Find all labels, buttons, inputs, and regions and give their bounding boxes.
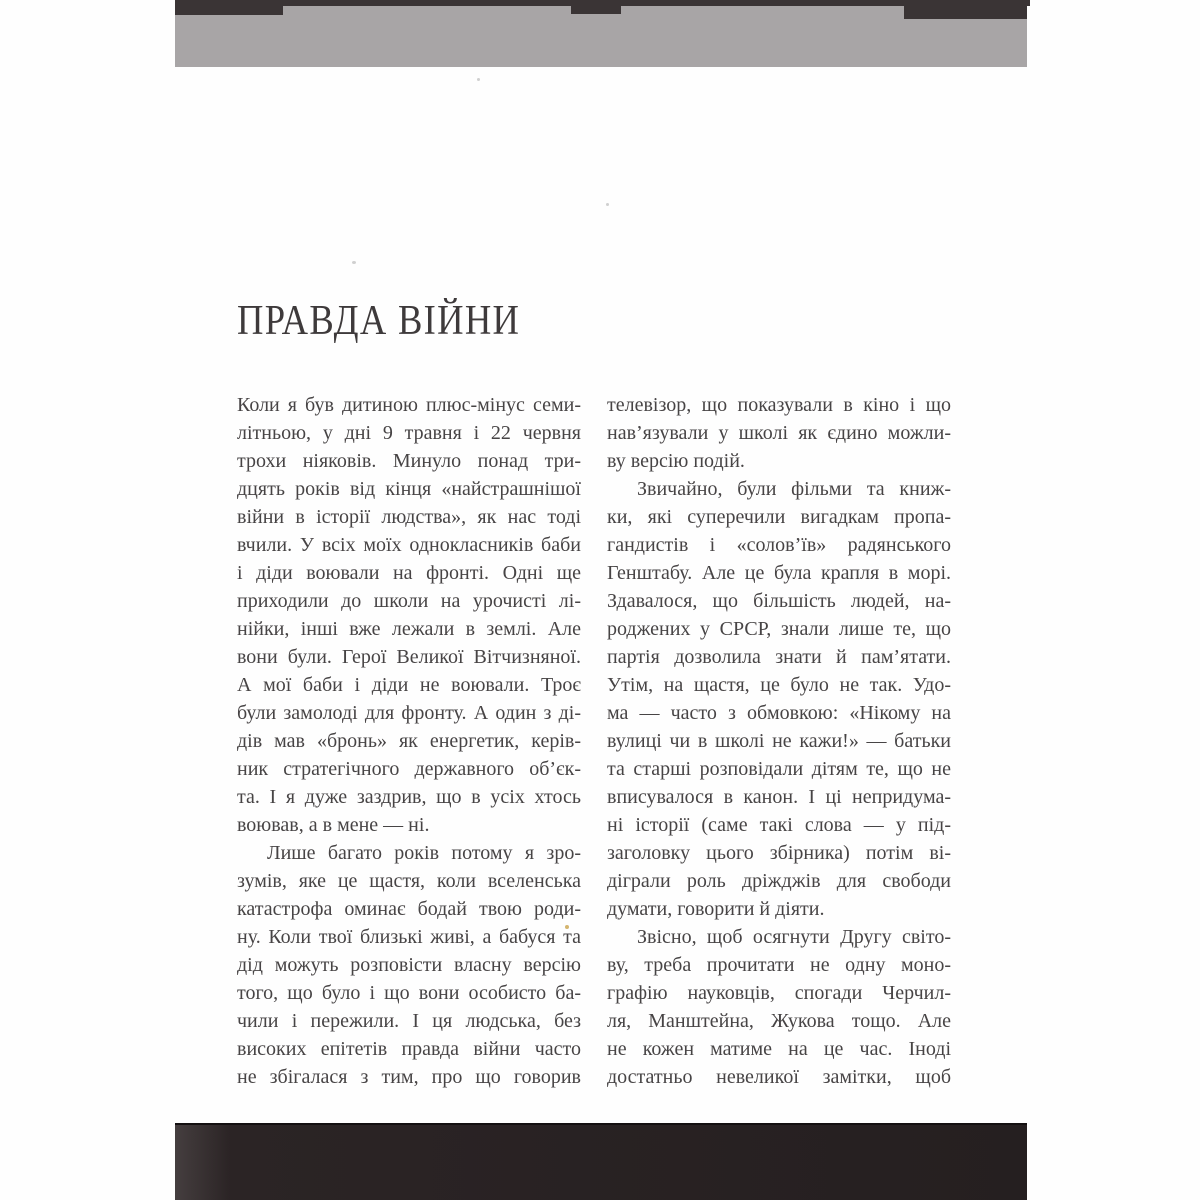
body-text bbox=[237, 391, 951, 1091]
text-line: приходили до школи на урочисті лі- bbox=[237, 590, 581, 612]
text-line: високих епітетів правда війни часто bbox=[237, 1038, 581, 1060]
text-line: Лише багато років потому я зро- bbox=[267, 842, 581, 864]
page-title: ПРАВДА ВІЙНИ bbox=[237, 298, 521, 344]
text-line: того, що було і що вони особисто ба- bbox=[237, 982, 581, 1004]
text-line: літньою, у дні 9 травня і 22 червня bbox=[237, 422, 581, 444]
scan-speck bbox=[352, 261, 356, 264]
text-line: дцять років від кінця «найстрашнішої bbox=[237, 478, 581, 500]
text-line: нав’язували у школі як єдино можли- bbox=[607, 422, 951, 444]
top-dark-tab-middle bbox=[571, 0, 621, 14]
bottom-dark-bar bbox=[175, 1123, 1027, 1200]
text-line: ма — часто з обмовкою: «Нікому на bbox=[607, 702, 951, 724]
text-line: Генштабу. Але це була крапля в морі. bbox=[607, 562, 951, 584]
text-line: вчили. У всіх моїх однокласників баби bbox=[237, 534, 581, 556]
text-line: чили і пережили. І ця людська, без bbox=[237, 1010, 581, 1032]
text-line: війни в історії людства», як нас тоді bbox=[237, 506, 581, 528]
paragraph bbox=[607, 475, 951, 923]
text-column-right bbox=[607, 391, 951, 1091]
text-line: заголовку цього збірника) потім ві- bbox=[607, 842, 951, 864]
text-line: не кожен матиме на це час. Іноді bbox=[607, 1038, 951, 1060]
top-dark-tab-right bbox=[904, 0, 1027, 19]
text-line: нійки, інші вже лежали в землі. Але bbox=[237, 618, 581, 640]
text-line: Здавалося, що більшість людей, на- bbox=[607, 590, 951, 612]
text-line: діграли роль дріжджів для свободи bbox=[607, 870, 951, 892]
text-line: не збігалася з тим, про що говорив bbox=[237, 1066, 581, 1088]
text-line: ну. Коли твої близькі живі, а бабуся та bbox=[237, 926, 581, 948]
text-line: партія дозволила знати й пам’ятати. bbox=[607, 646, 951, 668]
text-line: Звісно, щоб осягнути Другу світо- bbox=[637, 926, 951, 948]
text-line: ву, треба прочитати не одну моно- bbox=[607, 954, 951, 976]
text-line: гандистів і «солов’їв» радянського bbox=[607, 534, 951, 556]
paragraph bbox=[237, 839, 581, 1091]
scan-speck bbox=[477, 78, 480, 81]
text-line: та старші розповідали дітям те, що не bbox=[607, 758, 951, 780]
text-line: та. І я дуже заздрив, що в усіх хтось bbox=[237, 786, 581, 808]
text-line: графію науковців, спогади Черчил- bbox=[607, 982, 951, 1004]
text-line: були замолоді для фронту. А один з ді- bbox=[237, 702, 581, 724]
paragraph bbox=[237, 391, 581, 839]
text-line: вулиці чи в школі не кажи!» — батьки bbox=[607, 730, 951, 752]
text-line: телевізор, що показували в кіно і що bbox=[607, 394, 951, 416]
text-line: воював, а в мене — ні. bbox=[237, 814, 430, 836]
text-column-left bbox=[237, 391, 581, 1091]
paragraph bbox=[607, 923, 951, 1091]
text-line: зумів, яке це щастя, коли вселенська bbox=[237, 870, 581, 892]
text-line: ні історії (саме такі слова — у під- bbox=[607, 814, 951, 836]
text-line: трохи ніяковів. Минуло понад три- bbox=[237, 450, 581, 472]
paragraph bbox=[607, 391, 951, 475]
text-line: достатньо невеликої замітки, щоб bbox=[607, 1066, 951, 1088]
scan-speck bbox=[606, 203, 609, 206]
text-line: Звичайно, були фільми та книж- bbox=[637, 478, 951, 500]
text-line: вписувалося в канон. І ці непридума- bbox=[607, 786, 951, 808]
top-dark-tab-left bbox=[175, 0, 283, 15]
text-line: Утім, на щастя, це було не так. Удо- bbox=[607, 674, 951, 696]
text-line: вони були. Герої Великої Вітчизняної. bbox=[237, 646, 581, 668]
text-line: ву версію подій. bbox=[607, 450, 745, 472]
text-line: ки, які суперечили вигадкам пропа- bbox=[607, 506, 951, 528]
text-line: думати, говорити й діяти. bbox=[607, 898, 825, 920]
text-line: Коли я був дитиною плюс-мінус семи- bbox=[237, 394, 581, 416]
text-line: ля, Манштейна, Жукова тощо. Але bbox=[607, 1010, 951, 1032]
text-line: катастрофа оминає бодай твою роди- bbox=[237, 898, 581, 920]
text-line: дід можуть розповісти власну версію bbox=[237, 954, 581, 976]
text-line: роджених у СРСР, знали лише те, що bbox=[607, 618, 951, 640]
text-line: і діди воювали на фронті. Одні ще bbox=[237, 562, 581, 584]
text-line: А мої баби і діди не воювали. Троє bbox=[237, 674, 581, 696]
text-line: ник стратегічного державного об’єк- bbox=[237, 758, 581, 780]
text-line: дів мав «бронь» як енергетик, керів- bbox=[237, 730, 581, 752]
